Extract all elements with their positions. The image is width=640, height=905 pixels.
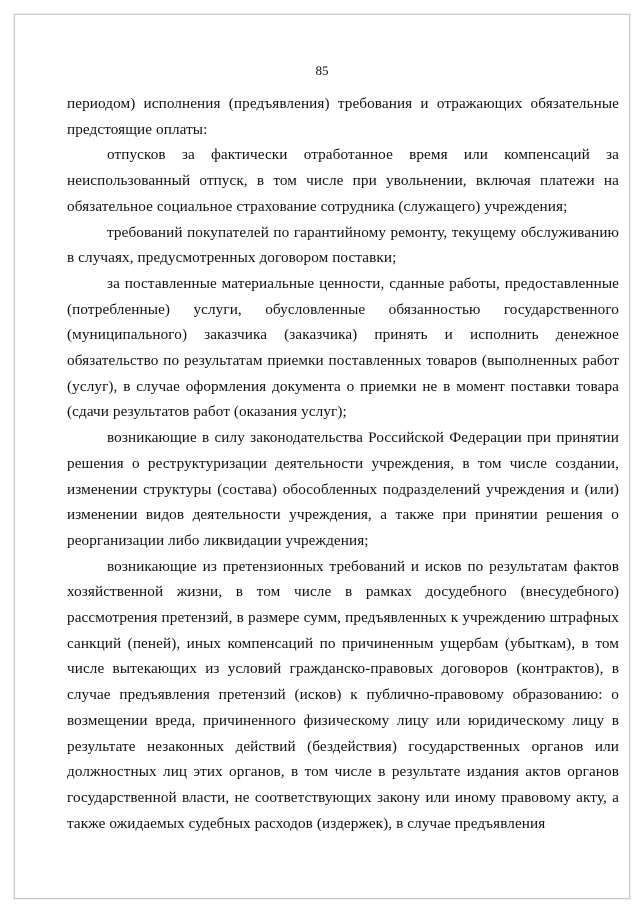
paragraph-continuation: периодом) исполнения (предъявления) требования и отражающих обязательные предстоящие оплаты: — [67, 95, 619, 138]
paragraph-warranty-claims: требований покупателей по гарантийному ремонту, текущему обслуживанию в случаях, предусмотренных договором поставки; — [67, 223, 619, 267]
document-body — [67, 91, 619, 836]
paragraph-vacations: отпусков за фактически отработанное время или компенсаций за неиспользованный отпуск, в том числе при увольнении, включая платежи на обязательное социальное страхование сотрудника (служащего) учреждения; — [67, 146, 619, 215]
paragraph-delivered-goods: за поставленные материальные ценности, сданные работы, предоставленные (потребленные) услуги, обусловленные обязанностью государственного (муниципального) заказчика (заказчика) принять и исполнить денежное обязательство по результатам приемки поставленных товаров (выполненных работ (услуг), в случае оформления документа о приемки не в момент поставки товара (сдачи результатов работ (оказания услуг); — [67, 274, 619, 421]
page-number: 85 — [315, 63, 329, 78]
paragraph-restructuring: возникающие в силу законодательства Российской Федерации при принятии решения о реструктуризации деятельности учреждения, в том числе создании, изменении структуры (состава) обособленных подразделений учреждения и (или) изменении видов деятельности учреждения, а также при принятии решения о реорганизации либо ликвидации учреждения; — [67, 429, 619, 549]
document-page — [14, 14, 630, 899]
paragraph-claims-lawsuits: возникающие из претензионных требований и исков по результатам фактов хозяйственной жизни, в том числе в рамках досудебного (внесудебного) рассмотрения претензий, в размере сумм, предъявленных к учреждению штрафных санкций (пеней), иных компенсаций по причиненным ущербам (убыткам), в том числе вытекающих из условий гражданско-правовых договоров (контрактов), в случае предъявления претензий (исков) к публично-правовому образованию: о возмещении вреда, причиненного физическому лицу или юридическому лицу в результате незаконных действий (бездействия) государственных органов или должностных лиц этих органов, в том числе в результате издания актов органов государственной власти, не соответствующих закону или иному правовому акту, а также ожидаемых судебных расходов (издержек), в случае предъявления — [67, 557, 619, 832]
